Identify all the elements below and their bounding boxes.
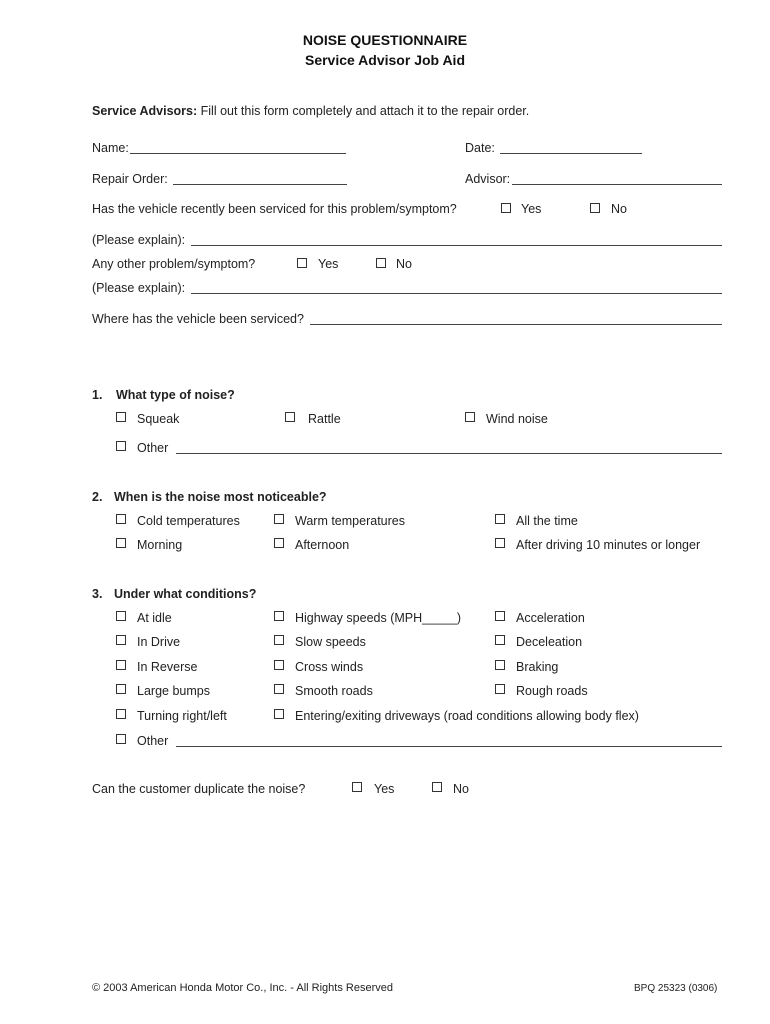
wind-noise-label: Wind noise xyxy=(486,412,548,426)
after-driving-checkbox[interactable] xyxy=(495,538,505,548)
morning-checkbox[interactable] xyxy=(116,538,126,548)
section1-number: 1. xyxy=(92,388,103,402)
slow-speeds-checkbox[interactable] xyxy=(274,635,284,645)
in-drive-label: In Drive xyxy=(137,635,181,649)
repair-order-label: Repair Order: xyxy=(92,172,168,186)
duplicate-question: Can the customer duplicate the noise? xyxy=(92,782,306,796)
morning-label: Morning xyxy=(137,538,183,552)
rough-roads-label: Rough roads xyxy=(516,684,588,698)
in-drive-checkbox[interactable] xyxy=(116,635,126,645)
deceleration-label: Deceleation xyxy=(516,635,583,649)
duplicate-no-checkbox[interactable] xyxy=(432,782,442,792)
noise-other-checkbox[interactable] xyxy=(116,441,126,451)
other-problem-yes-checkbox[interactable] xyxy=(297,258,307,268)
footer-code: BPQ 25323 (0306) xyxy=(634,983,718,994)
footer-copyright: © 2003 American Honda Motor Co., Inc. - All Rights Reserved xyxy=(92,982,393,994)
conditions-other-label: Other xyxy=(137,734,169,748)
wind-noise-checkbox[interactable] xyxy=(465,412,475,422)
conditions-other-field[interactable] xyxy=(176,746,722,747)
section1-question: What type of noise? xyxy=(116,388,235,402)
repair-order-field[interactable] xyxy=(173,184,347,185)
section3-question: Under what conditions? xyxy=(114,587,257,601)
explain-field-1[interactable] xyxy=(191,245,722,246)
driveways-label: Entering/exiting driveways (road conditions allowing body flex) xyxy=(295,709,639,723)
warm-temperatures-label: Warm temperatures xyxy=(295,514,405,528)
all-the-time-label: All the time xyxy=(516,514,578,528)
serviced-question: Has the vehicle recently been serviced for this problem/symptom? xyxy=(92,202,457,216)
driveways-checkbox[interactable] xyxy=(274,709,284,719)
duplicate-yes-label: Yes xyxy=(374,782,395,796)
explain-label-2: (Please explain): xyxy=(92,281,186,295)
slow-speeds-label: Slow speeds xyxy=(295,635,366,649)
rough-roads-checkbox[interactable] xyxy=(495,684,505,694)
duplicate-no-label: No xyxy=(453,782,469,796)
other-problem-no-label: No xyxy=(396,257,412,271)
duplicate-yes-checkbox[interactable] xyxy=(352,782,362,792)
instructions-text: Fill out this form completely and attach it to the repair order. xyxy=(197,104,530,118)
squeak-checkbox[interactable] xyxy=(116,412,126,422)
braking-label: Braking xyxy=(516,660,559,674)
where-serviced-field[interactable] xyxy=(310,324,722,325)
in-reverse-checkbox[interactable] xyxy=(116,660,126,670)
serviced-yes-label: Yes xyxy=(521,202,542,216)
acceleration-label: Acceleration xyxy=(516,611,585,625)
section3-number: 3. xyxy=(92,587,103,601)
name-label: Name: xyxy=(92,141,129,155)
after-driving-label: After driving 10 minutes or longer xyxy=(516,538,701,552)
smooth-roads-checkbox[interactable] xyxy=(274,684,284,694)
noise-other-label: Other xyxy=(137,441,169,455)
cold-temperatures-label: Cold temperatures xyxy=(137,514,240,528)
rattle-label: Rattle xyxy=(308,412,341,426)
cross-winds-label: Cross winds xyxy=(295,660,364,674)
squeak-label: Squeak xyxy=(137,412,180,426)
at-idle-label: At idle xyxy=(137,611,172,625)
other-problem-question: Any other problem/symptom? xyxy=(92,257,256,271)
instructions-lead: Service Advisors: xyxy=(92,104,198,118)
other-problem-yes-label: Yes xyxy=(318,257,339,271)
advisor-label: Advisor: xyxy=(465,172,511,186)
turning-checkbox[interactable] xyxy=(116,709,126,719)
serviced-yes-checkbox[interactable] xyxy=(501,203,511,213)
acceleration-checkbox[interactable] xyxy=(495,611,505,621)
explain-field-2[interactable] xyxy=(191,293,722,294)
warm-temperatures-checkbox[interactable] xyxy=(274,514,284,524)
deceleration-checkbox[interactable] xyxy=(495,635,505,645)
in-reverse-label: In Reverse xyxy=(137,660,198,674)
date-label: Date: xyxy=(465,141,495,155)
large-bumps-label: Large bumps xyxy=(137,684,210,698)
form-subtitle: Service Advisor Job Aid xyxy=(304,52,465,68)
noise-other-field[interactable] xyxy=(176,453,722,454)
date-field[interactable] xyxy=(500,153,642,154)
all-the-time-checkbox[interactable] xyxy=(495,514,505,524)
rattle-checkbox[interactable] xyxy=(285,412,295,422)
cold-temperatures-checkbox[interactable] xyxy=(116,514,126,524)
serviced-no-label: No xyxy=(611,202,627,216)
form-title: NOISE QUESTIONNAIRE xyxy=(302,32,468,48)
advisor-field[interactable] xyxy=(512,184,722,185)
cross-winds-checkbox[interactable] xyxy=(274,660,284,670)
large-bumps-checkbox[interactable] xyxy=(116,684,126,694)
name-field[interactable] xyxy=(130,153,346,154)
other-problem-no-checkbox[interactable] xyxy=(376,258,386,268)
braking-checkbox[interactable] xyxy=(495,660,505,670)
at-idle-checkbox[interactable] xyxy=(116,611,126,621)
afternoon-checkbox[interactable] xyxy=(274,538,284,548)
where-serviced-label: Where has the vehicle been serviced? xyxy=(92,312,304,326)
conditions-other-checkbox[interactable] xyxy=(116,734,126,744)
smooth-roads-label: Smooth roads xyxy=(295,684,373,698)
explain-label-1: (Please explain): xyxy=(92,233,186,247)
section2-number: 2. xyxy=(92,490,103,504)
afternoon-label: Afternoon xyxy=(295,538,350,552)
instructions xyxy=(92,104,529,118)
serviced-no-checkbox[interactable] xyxy=(590,203,600,213)
highway-speeds-checkbox[interactable] xyxy=(274,611,284,621)
section2-question: When is the noise most noticeable? xyxy=(114,490,327,504)
highway-speeds-label: Highway speeds (MPH_____) xyxy=(295,611,462,625)
turning-label: Turning right/left xyxy=(137,709,227,723)
